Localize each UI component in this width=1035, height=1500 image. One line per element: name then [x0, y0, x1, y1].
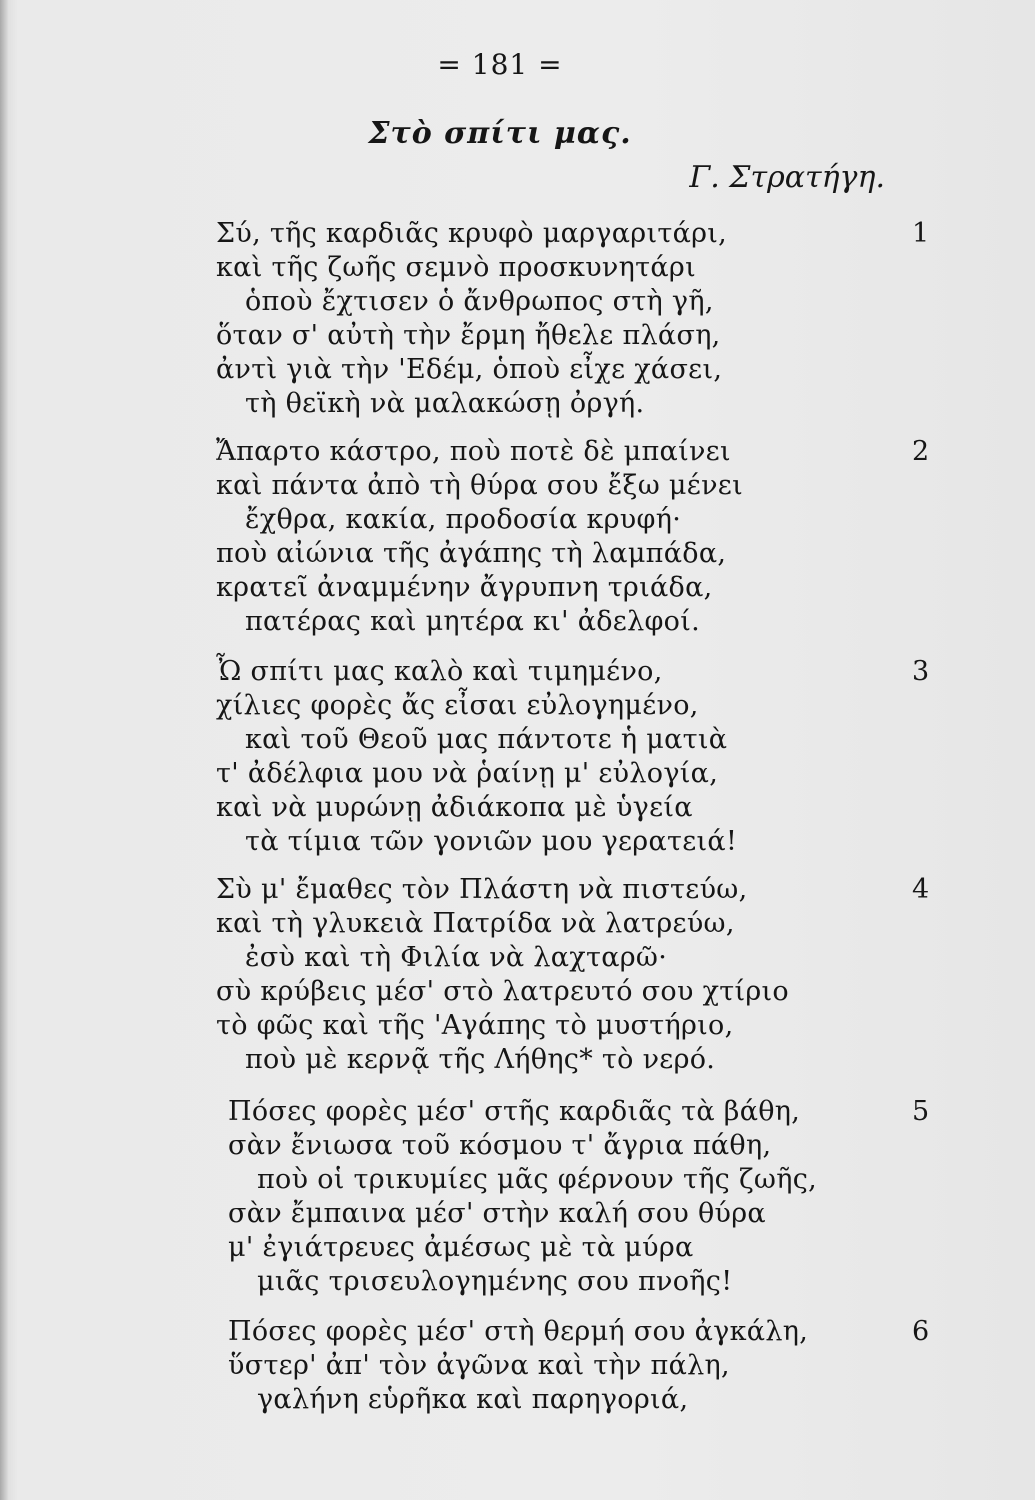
- poem-line: τ' ἀδέλφια μου νὰ ῥαίνῃ μ' εὐλογία,: [216, 758, 719, 789]
- poem-line: Πόσες φορὲς μέσ' στῆς καρδιᾶς τὰ βάθη,: [228, 1096, 801, 1127]
- poem-line: ἔχθρα, κακία, προδοσία κρυφή·: [245, 504, 682, 535]
- poem-line: σὰν ἔμπαινα μέσ' στὴν καλή σου θύρα: [228, 1198, 766, 1229]
- poem-line: ποὺ μὲ κερνᾷ τῆς Λήθης* τὸ νερό.: [245, 1044, 716, 1075]
- poem-line: γαλήνη εὑρῆκα καὶ παρηγοριά,: [257, 1384, 689, 1415]
- stanza-number: 3: [912, 656, 930, 687]
- poem-line: ὁποὺ ἔχτισεν ὁ ἄνθρωπος στὴ γῆ,: [245, 286, 714, 317]
- poem-line: Ὦ σπίτι μας καλὸ καὶ τιμημένο,: [216, 656, 663, 687]
- poem-line: κρατεῖ ἀναμμένην ἄγρυπνη τριάδα,: [216, 572, 713, 603]
- poem-line: καὶ τὴ γλυκειὰ Πατρίδα νὰ λατρεύω,: [216, 908, 735, 939]
- stanza-number: 5: [912, 1096, 930, 1127]
- poem-line: ἀντὶ γιὰ τὴν 'Εδέμ, ὁποὺ εἶχε χάσει,: [216, 354, 723, 385]
- poem-line: μ' ἐγιάτρευες ἀμέσως μὲ τὰ μύρα: [228, 1232, 694, 1263]
- page-gutter-shadow: [0, 0, 8, 1500]
- poem-line: ποὺ αἰώνια τῆς ἀγάπης τὴ λαμπάδα,: [216, 538, 727, 569]
- stanza-number: 6: [912, 1316, 930, 1347]
- poem-line: μιᾶς τρισευλογημένης σου πνοῆς!: [257, 1266, 733, 1297]
- poem-line: Σὺ μ' ἔμαθες τὸν Πλάστη νὰ πιστεύω,: [216, 874, 748, 905]
- poem-line: χίλιες φορὲς ἄς εἶσαι εὐλογημένο,: [216, 690, 699, 721]
- poem-line: Ἄπαρτο κάστρο, ποὺ ποτὲ δὲ μπαίνει: [216, 436, 731, 467]
- poem-title: Στὸ σπίτι μας.: [368, 116, 632, 151]
- poem-line: τὰ τίμια τῶν γονιῶν μου γερατειά!: [245, 826, 738, 857]
- poem-line: καὶ νὰ μυρώνῃ ἀδιάκοπα μὲ ὑγεία: [216, 792, 693, 823]
- poem-line: σὺ κρύβεις μέσ' στὸ λατρευτό σου χτίριο: [216, 976, 789, 1007]
- poem-author: Γ. Στρατήγη.: [689, 160, 885, 195]
- page-number: = 181 =: [437, 48, 563, 81]
- poem-line: καὶ τοῦ Θεοῦ μας πάντοτε ἡ ματιὰ: [245, 724, 728, 755]
- stanza-number: 2: [912, 436, 930, 467]
- poem-line: τὸ φῶς καὶ τῆς 'Αγάπης τὸ μυστήριο,: [216, 1010, 734, 1041]
- poem-line: καὶ τῆς ζωῆς σεμνὸ προσκυνητάρι: [216, 252, 696, 283]
- stanza-number: 4: [912, 874, 930, 905]
- poem-line: σὰν ἔνιωσα τοῦ κόσμου τ' ἄγρια πάθη,: [228, 1130, 772, 1161]
- poem-line: ὕστερ' ἀπ' τὸν ἀγῶνα καὶ τὴν πάλη,: [228, 1350, 730, 1381]
- poem-line: ποὺ οἱ τρικυμίες μᾶς φέρνουν τῆς ζωῆς,: [257, 1164, 818, 1195]
- poem-line: τὴ θεϊκὴ νὰ μαλακώσῃ ὀργή.: [245, 388, 645, 419]
- poem-line: Σύ, τῆς καρδιᾶς κρυφὸ μαργαριτάρι,: [216, 218, 728, 249]
- poem-line: ὅταν σ' αὐτὴ τὴν ἔρμη ἤθελε πλάση,: [216, 320, 721, 351]
- poem-line: πατέρας καὶ μητέρα κι' ἀδελφοί.: [245, 606, 701, 637]
- poem-line: ἐσὺ καὶ τὴ Φιλία νὰ λαχταρῶ·: [245, 942, 668, 973]
- poem-line: καὶ πάντα ἀπὸ τὴ θύρα σου ἔξω μένει: [216, 470, 743, 501]
- stanza-number: 1: [912, 218, 930, 249]
- poem-line: Πόσες φορὲς μέσ' στὴ θερμή σου ἀγκάλη,: [228, 1316, 809, 1347]
